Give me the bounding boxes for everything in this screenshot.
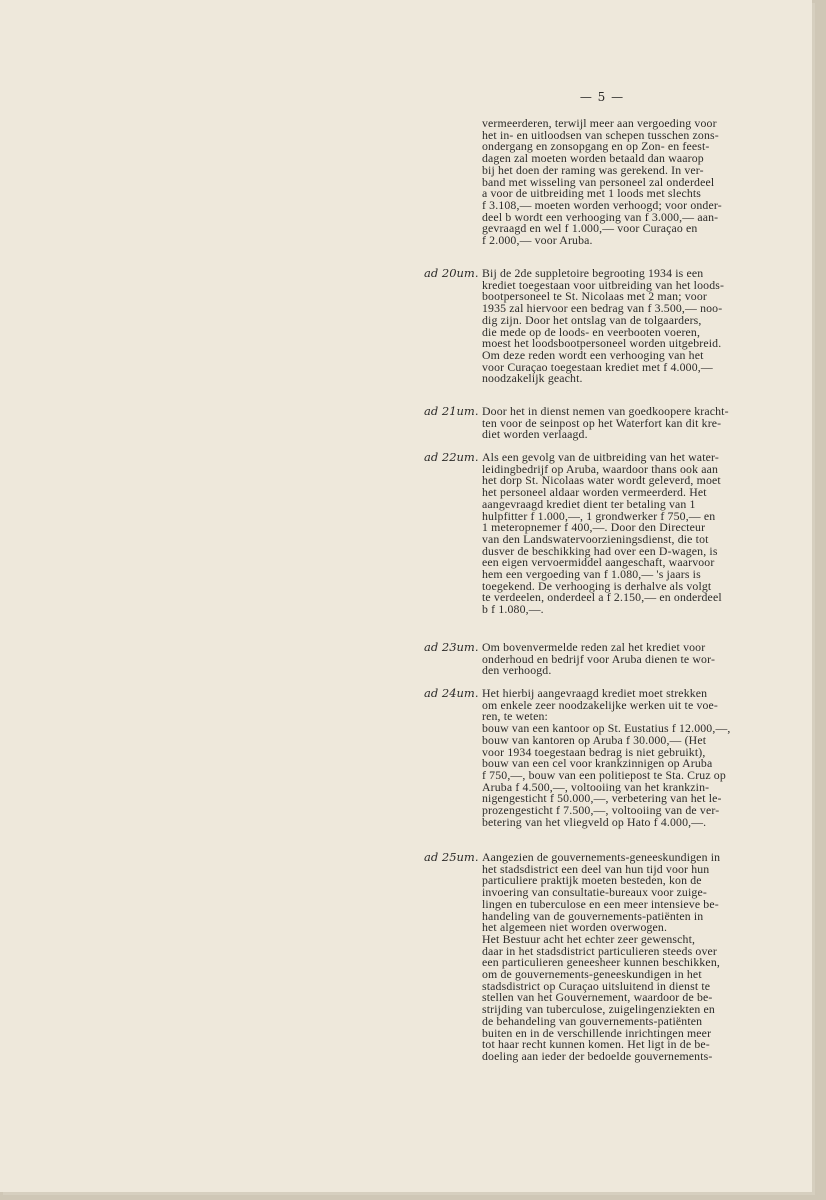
section-text-25 bbox=[482, 852, 768, 1063]
text-line: buiten en in de verschillende inrichtingen meer bbox=[482, 1025, 712, 1040]
text-line: Om bovenvermelde reden zal het krediet voor bbox=[482, 640, 706, 654]
text-line: deel b wordt een verhooging van f 3.000,— aan- bbox=[482, 209, 719, 224]
text-line: 1 meteropnemer f 400,—. Door den Directeur bbox=[482, 520, 706, 535]
text-line: ren, te weten: bbox=[482, 709, 548, 724]
text-line: bij het doen der raming was gerekend. In ver- bbox=[482, 162, 704, 177]
section-text-24 bbox=[482, 688, 768, 828]
text-line: vermeerderen, terwijl meer aan vergoeding voor bbox=[482, 116, 717, 130]
text-line: nigengesticht f 50.000,—, verbetering van het le- bbox=[482, 791, 722, 806]
section-label-23: ad 23um. bbox=[424, 640, 479, 654]
text-line: stadsdistrict op Curaçao uitsluitend in dienst te bbox=[482, 978, 711, 993]
text-line: het personeel aldaar worden vermeerderd. Het bbox=[482, 485, 707, 500]
text-line: 1935 zal hiervoor een bedrag van f 3.500,— noo- bbox=[482, 301, 723, 316]
text-line: hulpfitter f 1.000,—, 1 grondwerker f 750,— en bbox=[482, 508, 716, 523]
text-line: strijding van tuberculose, zuigelingenziekten en bbox=[482, 1002, 715, 1017]
text-line: stellen van het Gouvernement, waardoor de be- bbox=[482, 990, 713, 1005]
text-line: betering van het vliegveld op Hato f 4.000,—. bbox=[482, 814, 707, 829]
section-label-24: ad 24um. bbox=[424, 686, 479, 700]
text-line: band met wisseling van personeel zal onderdeel bbox=[482, 174, 715, 189]
section-text-21 bbox=[482, 406, 768, 441]
text-line: Door het in dienst nemen van goedkoopere kracht- bbox=[482, 404, 729, 418]
text-line: moest het loodsbootpersoneel worden uitgebreid. bbox=[482, 336, 722, 351]
section-text-23 bbox=[482, 642, 768, 677]
text-line: Aangezien de gouvernements-geneeskundigen in bbox=[482, 850, 721, 864]
section-text-20 bbox=[482, 268, 768, 385]
text-line: Als een gevolg van de uitbreiding van het water- bbox=[482, 450, 719, 464]
text-line: krediet toegestaan voor uitbreiding van het loods- bbox=[482, 277, 725, 292]
text-line: dusver de beschikking had over een D-wagen, is bbox=[482, 543, 718, 558]
section-label-20: ad 20um. bbox=[424, 266, 479, 280]
section-label-21: ad 21um. bbox=[424, 404, 479, 418]
text-line: den verhoogd. bbox=[482, 663, 552, 678]
text-line: het dorp St. Nicolaas water wordt geleverd, moet bbox=[482, 473, 721, 488]
section-label-22: ad 22um. bbox=[424, 450, 479, 464]
text-line: dig zijn. Door het ontslag van de tolgaarders, bbox=[482, 312, 702, 327]
text-line: een particulieren geneesheer kunnen beschikken, bbox=[482, 955, 720, 970]
text-line: om enkele zeer noodzakelijke werken uit te voe- bbox=[482, 697, 719, 712]
text-line: aangevraagd krediet dient ter betaling van 1 bbox=[482, 496, 696, 511]
text-line: b f 1.080,—. bbox=[482, 602, 544, 617]
text-line: die mede op de loods- en veerbooten voeren, bbox=[482, 324, 701, 339]
text-line: f 2.000,— voor Aruba. bbox=[482, 233, 593, 248]
text-line: leidingbedrijf op Aruba, waardoor thans ook aan bbox=[482, 461, 719, 476]
text-line: Aruba f 4.500,—, voltooiing van het krankzin- bbox=[482, 779, 710, 794]
text-line: ondergang en zonsopgang en op Zon- en feest- bbox=[482, 139, 710, 154]
text-line: Om deze reden wordt een verhooging van het bbox=[482, 347, 704, 362]
text-line: f 3.108,— moeten worden verhoogd; voor onder- bbox=[482, 197, 722, 212]
text-line: de behandeling van gouvernements-patiënten bbox=[482, 1013, 703, 1028]
text-line: doeling aan ieder der bedoelde gouvernements- bbox=[482, 1048, 713, 1063]
text-line: noodzakelijk geacht. bbox=[482, 371, 583, 386]
section-text-22 bbox=[482, 452, 768, 616]
text-line: tot haar recht kunnen komen. Het ligt in de be- bbox=[482, 1037, 710, 1052]
text-line: lingen en tuberculose en een meer intensieve be- bbox=[482, 896, 719, 911]
text-line: bouw van kantoren op Aruba f 30.000,— (Het bbox=[482, 732, 707, 747]
text-line: voor Curaçao toegestaan krediet met f 4.000,— bbox=[482, 359, 713, 374]
text-line: het in- en uitloodsen van schepen tusschen zons- bbox=[482, 127, 719, 142]
text-line: diet worden verlaagd. bbox=[482, 427, 588, 442]
text-line: ten voor de seinpost op het Waterfort kan dit kre- bbox=[482, 415, 722, 430]
text-line: Het Bestuur acht het echter zeer gewenscht, bbox=[482, 931, 696, 946]
text-line: toegekend. De verhooging is derhalve als volgt bbox=[482, 578, 712, 593]
text-line: het stadsdistrict een deel van hun tijd voor hun bbox=[482, 861, 710, 876]
text-line: te verdeelen, onderdeel a f 2.150,— en onderdeel bbox=[482, 590, 722, 605]
text-line: Het hierbij aangevraagd krediet moet strekken bbox=[482, 686, 708, 700]
text-line: bootpersoneel te St. Nicolaas met 2 man; voor bbox=[482, 289, 707, 304]
text-line: handeling van de gouvernements-patiënten in bbox=[482, 908, 704, 923]
section-label-25: ad 25um. bbox=[424, 850, 479, 864]
text-line: invoering van consultatie-bureaux voor zuige- bbox=[482, 885, 707, 900]
text-line: Bij de 2de suppletoire begrooting 1934 is een bbox=[482, 266, 704, 280]
text-line: daar in het stadsdistrict particulieren steeds over bbox=[482, 943, 717, 958]
text-line: bouw van een cel voor krankzinnigen op Aruba bbox=[482, 756, 713, 771]
text-line: een eigen vervoermiddel aangeschaft, waarvoor bbox=[482, 555, 715, 570]
text-line: voor 1934 toegestaan bedrag is niet gebruikt), bbox=[482, 744, 706, 759]
text-line: van den Landswatervoorzieningsdienst, die tot bbox=[482, 531, 709, 546]
text-line: om de gouvernements-geneeskundigen in het bbox=[482, 967, 702, 982]
text-line: bouw van een kantoor op St. Eustatius f 12.000,—, bbox=[482, 721, 731, 736]
text-line: dagen zal moeten worden betaald dan waarop bbox=[482, 151, 704, 166]
page-number: — 5 — bbox=[579, 90, 625, 104]
text-line: particuliere praktijk moeten besteden, kon de bbox=[482, 873, 702, 888]
text-line: f 750,—, bouw van een politiepost te Sta. Cruz op bbox=[482, 767, 726, 782]
intro-paragraph bbox=[482, 118, 768, 247]
text-line: hem een vergoeding van f 1.080,— 's jaars is bbox=[482, 567, 701, 582]
text-line: a voor de uitbreiding met 1 loods met slechts bbox=[482, 186, 702, 201]
text-line: prozengesticht f 7.500,—, voltooiing van de ver- bbox=[482, 803, 720, 818]
text-line: het algemeen niet worden overwogen. bbox=[482, 920, 668, 935]
text-line: onderhoud en bedrijf voor Aruba dienen te wor- bbox=[482, 651, 716, 666]
text-line: gevraagd en wel f 1.000,— voor Curaçao en bbox=[482, 221, 698, 236]
